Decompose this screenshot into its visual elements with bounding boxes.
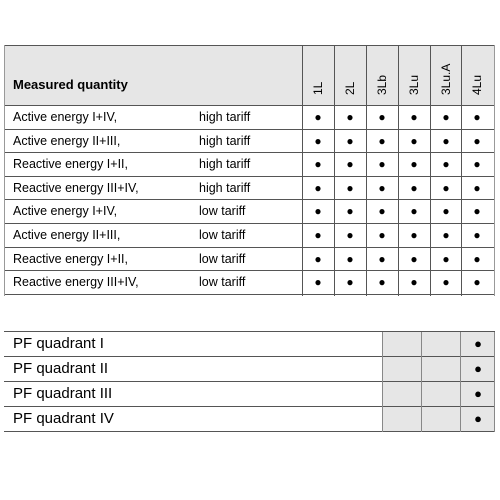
bullet-mark: ●	[461, 332, 495, 356]
bullet-mark: ●	[378, 157, 386, 172]
empty-cell	[383, 357, 421, 381]
bullet-mark: ●	[473, 133, 481, 148]
bullet-mark: ●	[461, 357, 495, 381]
table-row	[4, 224, 495, 248]
tariff-cell: low tariff	[199, 251, 246, 266]
column-divider	[302, 45, 303, 296]
bullet-mark: ●	[442, 133, 450, 148]
bullet-mark: ●	[461, 382, 495, 406]
bullet-mark: ●	[314, 228, 322, 242]
bullet-mark: ●	[314, 275, 322, 290]
bullet-mark: ●	[473, 228, 481, 242]
column-divider	[398, 45, 399, 296]
column-divider	[334, 45, 335, 296]
bullet-mark: ●	[346, 275, 354, 290]
column-divider	[494, 45, 495, 296]
bullet-mark: ●	[410, 228, 418, 242]
bullet-mark: ●	[314, 180, 322, 195]
bullet-mark: ●	[473, 251, 481, 266]
column-divider	[366, 45, 367, 296]
bullet-mark: ●	[410, 110, 418, 124]
tariff-cell: low tariff	[199, 204, 246, 219]
bullet-mark: ●	[314, 204, 322, 219]
bullet-mark: ●	[314, 251, 322, 266]
column-divider	[4, 45, 5, 296]
empty-cell	[422, 382, 460, 406]
bullet-mark: ●	[442, 251, 450, 266]
bullet-mark: ●	[442, 180, 450, 195]
measured-quantity-cell: Reactive energy I+II,	[13, 251, 128, 266]
measured-quantity-cell: Active energy II+III,	[13, 228, 121, 242]
bullet-mark: ●	[410, 275, 418, 290]
bullet-mark: ●	[442, 204, 450, 219]
bullet-mark: ●	[378, 110, 386, 124]
bullet-mark: ●	[442, 157, 450, 172]
bullet-mark: ●	[378, 251, 386, 266]
tariff-cell: high tariff	[199, 157, 251, 172]
measured-quantity-cell: Active energy I+IV,	[13, 110, 118, 124]
bullet-mark: ●	[473, 180, 481, 195]
column-header-label: 1L	[311, 81, 325, 95]
column-divider	[421, 332, 422, 432]
bullet-mark: ●	[473, 275, 481, 290]
measured-quantity-cell: Active energy I+IV,	[13, 204, 118, 219]
bullet-mark: ●	[378, 180, 386, 195]
bullet-mark: ●	[410, 133, 418, 148]
column-divider	[494, 332, 495, 432]
column-header-3lu	[398, 45, 430, 106]
column-header-3lb	[366, 45, 398, 106]
empty-cell	[383, 332, 421, 356]
bullet-mark: ●	[378, 228, 386, 242]
pf-quadrant-label: PF quadrant III	[13, 385, 113, 402]
bullet-mark: ●	[410, 204, 418, 219]
column-header-label: 3Lu.A	[439, 63, 453, 95]
pf-quadrant-label: PF quadrant II	[13, 360, 109, 377]
bullet-mark: ●	[346, 204, 354, 219]
bullet-mark: ●	[473, 204, 481, 219]
bullet-mark: ●	[410, 180, 418, 195]
column-header-label: 3Lu	[407, 74, 421, 95]
bullet-mark: ●	[410, 251, 418, 266]
table-row	[4, 130, 495, 154]
measured-quantity-table	[4, 45, 495, 296]
column-header-2l	[334, 45, 366, 106]
pf-quadrant-table	[4, 331, 495, 432]
column-divider	[430, 45, 431, 296]
table-row	[4, 271, 495, 295]
measured-quantity-cell: Reactive energy III+IV,	[13, 275, 139, 290]
tariff-cell: high tariff	[199, 133, 251, 148]
header-measured-quantity: Measured quantity	[13, 77, 128, 92]
table-row	[4, 248, 495, 272]
bullet-mark: ●	[346, 133, 354, 148]
tariff-cell: high tariff	[199, 180, 251, 195]
empty-cell	[383, 407, 421, 431]
column-header-label: 3Lb	[375, 74, 389, 95]
bullet-mark: ●	[346, 228, 354, 242]
column-header-1l	[302, 45, 334, 106]
measured-quantity-cell: Active energy II+III,	[13, 133, 121, 148]
bullet-mark: ●	[410, 157, 418, 172]
pf-quadrant-label: PF quadrant I	[13, 335, 104, 352]
bullet-mark: ●	[314, 133, 322, 148]
table-row	[4, 200, 495, 224]
column-header-3lu-a	[430, 45, 462, 106]
pf-quadrant-label: PF quadrant IV	[13, 410, 114, 427]
column-divider	[382, 332, 383, 432]
empty-cell	[422, 357, 460, 381]
bullet-mark: ●	[314, 110, 322, 124]
bullet-mark: ●	[378, 133, 386, 148]
bullet-mark: ●	[378, 275, 386, 290]
bullet-mark: ●	[346, 251, 354, 266]
table-row	[4, 106, 495, 130]
bullet-mark: ●	[346, 180, 354, 195]
measured-quantity-cell: Reactive energy III+IV,	[13, 180, 139, 195]
column-header-label: 4Lu	[470, 74, 484, 95]
empty-cell	[422, 407, 460, 431]
table-row	[4, 153, 495, 177]
tariff-cell: high tariff	[199, 110, 251, 124]
bullet-mark: ●	[346, 157, 354, 172]
bullet-mark: ●	[378, 204, 386, 219]
column-header-label: 2L	[343, 81, 357, 95]
tariff-cell: low tariff	[199, 275, 246, 290]
bullet-mark: ●	[314, 157, 322, 172]
bullet-mark: ●	[346, 110, 354, 124]
empty-cell	[383, 382, 421, 406]
bullet-mark: ●	[442, 110, 450, 124]
tariff-cell: low tariff	[199, 228, 246, 242]
bullet-mark: ●	[442, 275, 450, 290]
bullet-mark: ●	[473, 157, 481, 172]
bullet-mark: ●	[473, 110, 481, 124]
column-divider	[461, 45, 462, 296]
bullet-mark: ●	[461, 407, 495, 431]
measured-quantity-cell: Reactive energy I+II,	[13, 157, 128, 172]
column-divider	[460, 332, 461, 432]
bullet-mark: ●	[442, 228, 450, 242]
column-header-4lu	[461, 45, 493, 106]
empty-cell	[422, 332, 460, 356]
table-row	[4, 177, 495, 201]
